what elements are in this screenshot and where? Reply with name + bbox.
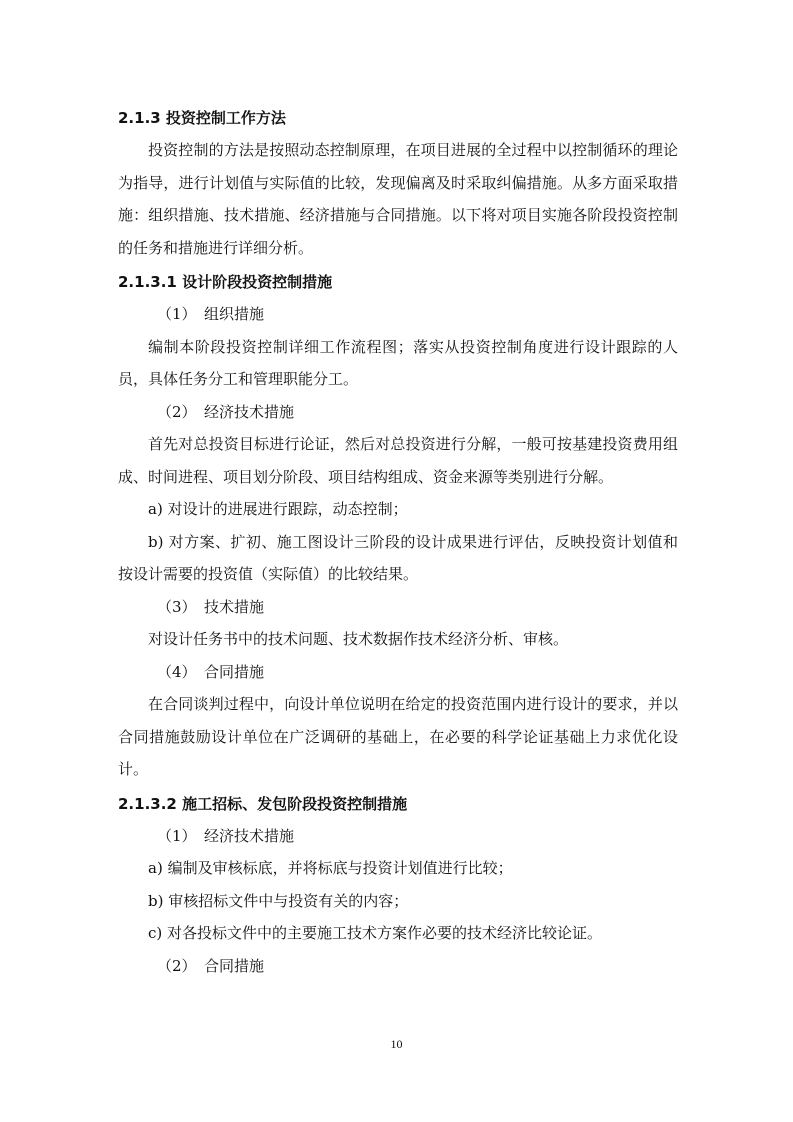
design-org-label: （1） 组织措施 [157,305,265,323]
tender-contract-label: （2） 合同措施 [157,956,265,975]
document-body [118,104,678,982]
tender-item-c: c) 对各投标文件中的主要施工技术方案作必要的技术经济比较论证。 [148,924,603,942]
design-econ-item-a: a) 对设计的进展进行跟踪，动态控制； [148,500,408,518]
tender-item-a: a) 编制及审核标底，并将标底与投资计划值进行比较； [148,859,513,877]
tender-stage-heading: 2.1.3.2 施工招标、发包阶段投资控制措施 [118,794,408,813]
design-econ-item-b: b) 对方案、扩初、施工图设计三阶段的设计成果进行评估，反映投资计划值和按设计需要的投资值（实际值）的比较结果。 [118,532,678,583]
design-org-paragraph: 编制本阶段投资控制详细工作流程图；落实从投资控制角度进行设计跟踪的人员，具体任务分工和管理职能分工。 [118,337,678,388]
design-tech-paragraph: 对设计任务书中的技术问题、技术数据作技术经济分析、审核。 [148,630,569,648]
design-stage-heading: 2.1.3.1 设计阶段投资控制措施 [118,273,333,291]
page-number: 10 [390,1037,403,1051]
tender-item-b: b) 审核招标文件中与投资有关的内容； [148,891,409,910]
design-contract-label: （4） 合同措施 [157,662,265,681]
design-contract-paragraph: 在合同谈判过程中，向设计单位说明在给定的投资范围内进行设计的要求，并以合同措施鼓励设计单位在广泛调研的基础上，在必要的科学论证基础上力求优化设计。 [118,695,678,778]
design-tech-label: （3） 技术措施 [157,597,265,616]
design-econ-paragraph: 首先对总投资目标进行论证，然后对总投资进行分解，一般可按基建投资费用组成、时间进程、项目划分阶段、项目结构组成、资金来源等类别进行分解。 [118,435,678,486]
tender-econ-label: （1） 经济技术措施 [157,826,295,845]
section-intro-paragraph: 投资控制的方法是按照动态控制原理，在项目进展的全过程中以控制循环的理论为指导，进行计划值与实际值的比较，发现偏离及时采取纠偏措施。从多方面采取措施：组织措施、技术措施、经济措施与合同措施。以下将对项目实施各阶段投资控制的任务和措施进行详细分析。 [118,141,678,257]
section-heading: 2.1.3 投资控制工作方法 [118,109,286,127]
design-econ-label: （2） 经济技术措施 [157,402,295,421]
